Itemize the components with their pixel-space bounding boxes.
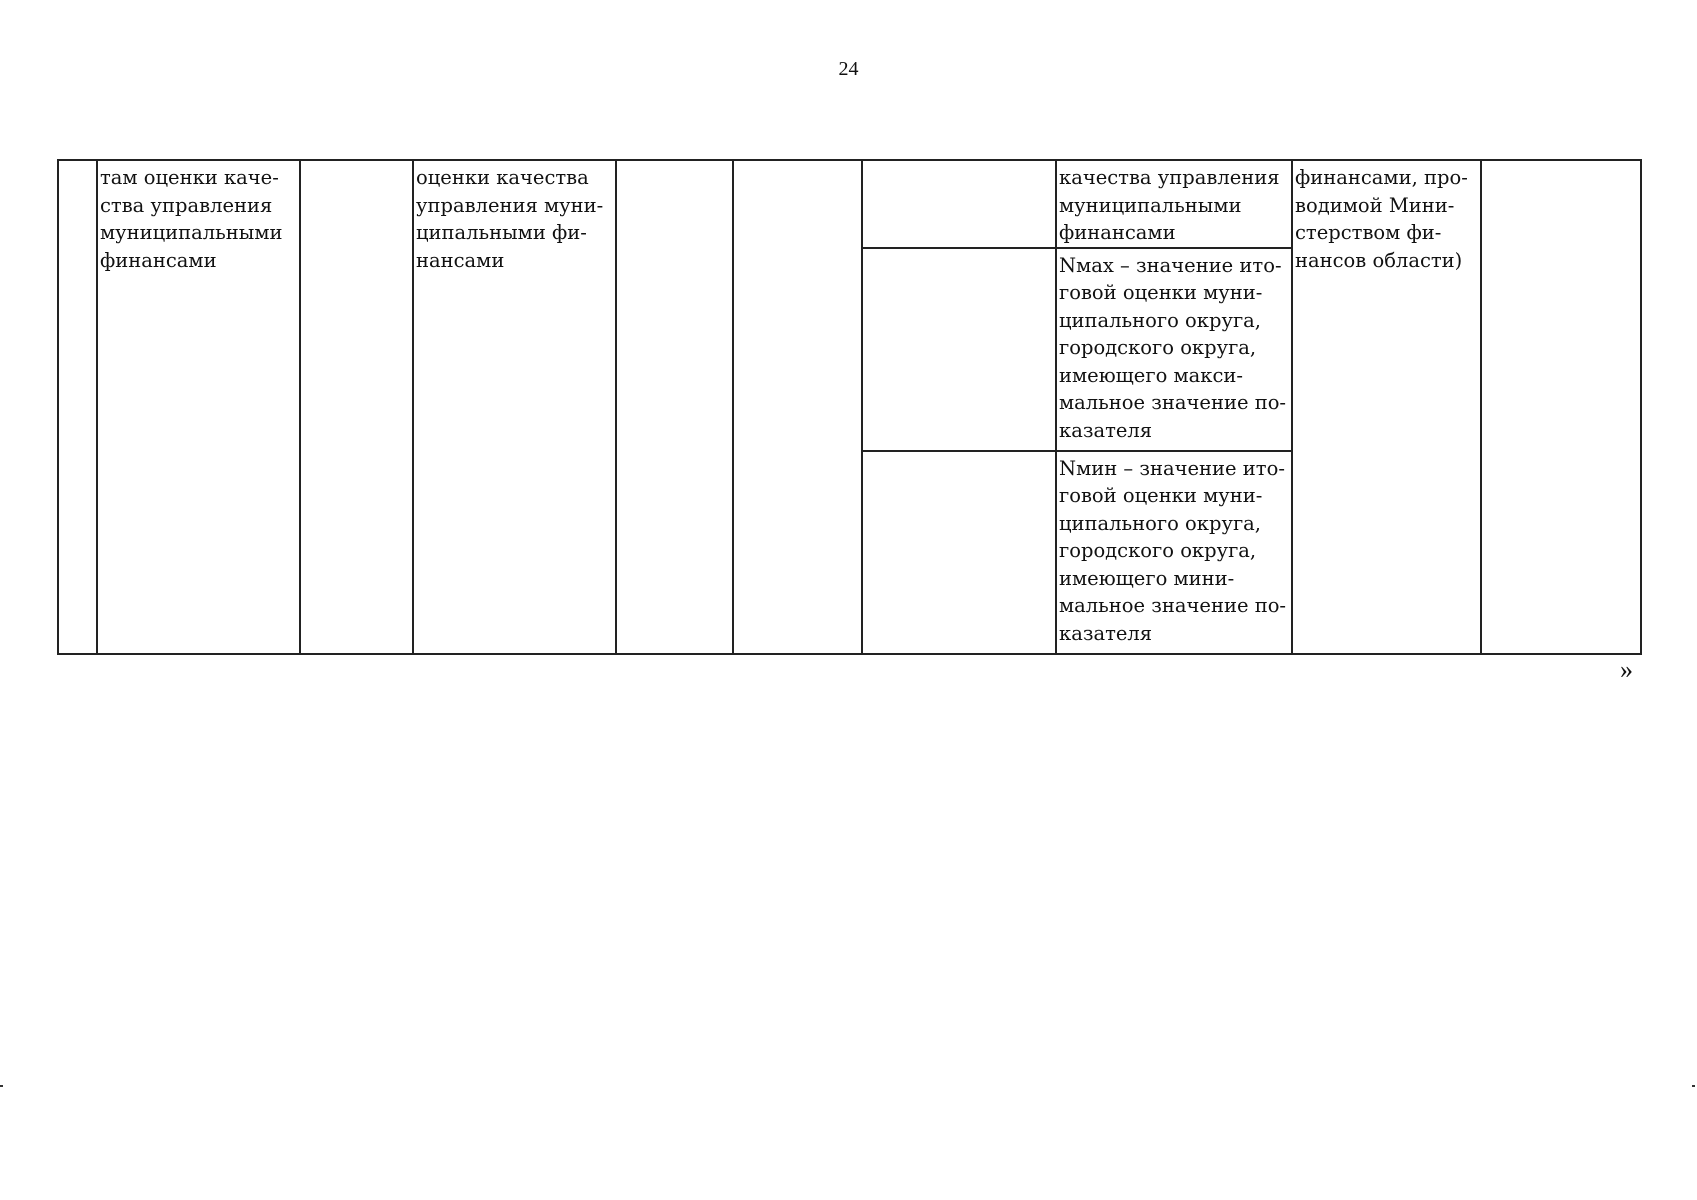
table-cell: финансами, про- водимой Мини- стерством фи- нансов области) (1292, 160, 1481, 654)
table-cell: Nмах – значение ито- говой оценки муни- ципального округа, городского округа, имеющего макси- мальное значение по- казателя (1056, 248, 1292, 451)
table-row (58, 160, 1641, 248)
table-cell (862, 451, 1056, 654)
document-table (57, 159, 1642, 655)
table-cell (733, 160, 862, 654)
scan-edge-mark (1692, 1085, 1695, 1087)
table-cell: там оценки каче- ства управления муниципальными финансами (97, 160, 300, 654)
table-cell (862, 248, 1056, 451)
table-cell: Nмин – значение ито- говой оценки муни- ципального округа, городского округа, имеющего мини- мальное значение по- казателя (1056, 451, 1292, 654)
page-number: 24 (838, 58, 859, 80)
table-cell: качества управления муниципальными финансами (1056, 160, 1292, 248)
closing-quote: » (1620, 655, 1633, 684)
table-cell (862, 160, 1056, 248)
table-cell (1481, 160, 1641, 654)
table-cell (58, 160, 97, 654)
table-cell (300, 160, 413, 654)
table-cell (616, 160, 733, 654)
table-cell: оценки качества управления муни- ципальными фи- нансами (413, 160, 616, 654)
scan-edge-mark (0, 1085, 3, 1087)
